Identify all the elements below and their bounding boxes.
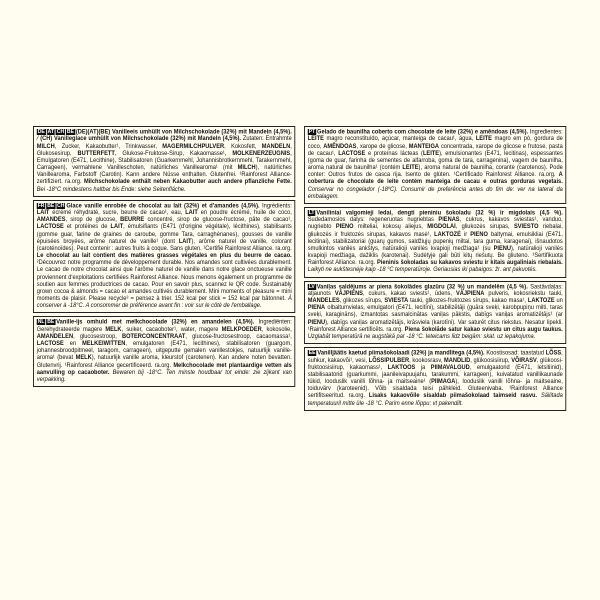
ingredient-text: , gliukozės sirupas, (455, 224, 514, 231)
ingredient-text: ²Découvrez notre programme de développement durable. Nos amandes sont cultivées durablement. Le cacao de notre chocolat ainsi que l'arôme naturel de vanille dans notre glace onctueuse vanille proviennent d'exploitations certifiées Rainforest Alliance. Nous menons également un programme de soutien aux femmes productrices de cacao. Pour en savoir plus, scannez le QR code. Sustainably grown cocoa & almonds = cacao et amandes cultivés durablement. Mini moments of pleasure = mini moments de plaisir. Please recycle³ = pensez à trier. 152 kcal per stick = 152 kcal par bâtonnet. (36, 260, 292, 303)
ingredients-panel-ee (304, 347, 567, 411)
ingredient-text: en (63, 341, 83, 348)
ingredient-text: concentré, sirop de glucose-fructose, pâte de cacao¹, (144, 217, 292, 224)
emphasized-text: MILCH (237, 165, 256, 172)
ingredient-text: Sastāvdaļas: atjaunots (307, 283, 563, 298)
emphasized-text: Glace vanille enrobée de chocolat au lait (32%) et d'amandes (4,5%). (66, 203, 260, 209)
ingredient-text: ), dabīgs vaniļas aromatizētājs, krāsviela (karotīni). Var saturēt citus riekstus. Nesatur lipekli. ¹Rainforest Alliance sertificēts. ra.org. (307, 319, 563, 333)
ingredient-text: olbaltumvielas, emulgatori (E471, lecitīni), stabilizētāji (guāra sveķi, karobpupiņu milti, taras sveķi, karagināns), izmantotas sasmalcinātas vaniļas pākstis, dabīgs vaniļas aromatizētājs¹ (ar (307, 305, 563, 319)
emphasized-text: LÕSS (545, 350, 561, 357)
emphasized-text: BOTERCONCENTRAAT (122, 333, 186, 340)
ingredient-text: magro em pó, gordura de coco, (307, 136, 563, 150)
emphasized-text: PIENA (307, 305, 325, 312)
ingredient-text: , emulgatoren (E471, lecithines), stabilisatoren (guargom, johannesbroodpitmeel, taragom, carrageen), uitgeputte gemalen vanillestokjes, natuurlijk vanille-aroma¹ (bevat (36, 341, 292, 362)
emphasized-text: (CH) Vanilleglace umhüllt von Milchschokolade (32%) mit Mandeln (4,5%). (40, 136, 242, 143)
storage-note-text: Säilitada temperatuuril mitte üle -18 °C. Parim enne lõppu: vt pakendilt. (307, 393, 563, 407)
ingredient-text: , glucosestroop, (73, 333, 123, 340)
ingredient-text: ), natuurlijk vanille aroma, kleurstof (carotenen). Kan andere noten bevatten. Glutenvrij. ¹Rainforest Alliance gecertificeerd. ra.org. (36, 355, 292, 369)
emphasized-text: MELK (105, 326, 122, 333)
left-column (33, 126, 297, 482)
ingredients-panel-lt (304, 207, 567, 278)
emphasized-text: PIENU (493, 245, 511, 252)
emphasized-text: LEITE (475, 136, 492, 143)
right-column (304, 126, 568, 482)
ingredient-text: ), natürliches Vanillearoma, Farbstoff (Carotin). Kann andere Nüsse enthalten. Glutenfrei. ¹Rainforest Alliance-zertifiziert. ra.org. (36, 165, 292, 186)
emphasized-text: Vanilljäätis kaetud piimašokolaadi (32%) ja mandlitega (4,5%). (316, 350, 485, 357)
emphasized-text: MANTEIGA (408, 143, 439, 150)
emphasized-text: Gelado de baunilha coberto com chocolate de leite (32%) e amêndoas (4,5%). (316, 129, 528, 136)
ingredient-text: , Zucker, Kakaobutter¹, Trinkwasser, (54, 143, 163, 150)
emphasized-text: Piena šokolāde satur kakao sviestu un citus augu taukus. (404, 326, 563, 333)
ingredient-text: , émulsifiants (E471 (d'origine végétale), lécithines), stabilisants (gomme guar, farine de graines de caroube, gomme Tara, carraghénanes), gousses de vanille épuisées broyées, arôme naturel de vanille¹ (dont (36, 224, 292, 245)
language-code-badge: CH (57, 202, 65, 209)
emphasized-text: SVIESTA (383, 298, 408, 305)
emphasized-text: BUTTERFETT (77, 150, 115, 157)
language-code-badge: AT (47, 129, 54, 135)
emphasized-text: (DE)(AT)(BE) Vanilleeis umhüllt von Milchschokolade (32%) mit Mandeln (4,5%). (75, 129, 292, 136)
emphasized-text: AMANDES (36, 217, 66, 224)
emphasized-text: Milchschokolade enthält neben Kakaobutter auch andere pflanzliche Fette. (83, 179, 292, 186)
ingredient-text: écrémé réhydraté, sucre, beurre de cacao¹, eau, (49, 210, 186, 217)
language-code-badge: EE (308, 350, 315, 357)
emphasized-text: LEITE (401, 165, 419, 172)
ingredient-text: , emulgaatorid (E471, letsitiinid), stabilisaatorid (guarkummi, jaanileivapuujahu, tarakummi, karrageen), kuivatatud vanillikaunade tükid, looduslik vanilli lõhna- ja maitseaine¹ ( (307, 364, 563, 386)
emphasized-text: VÕIRASV (510, 357, 537, 364)
emphasized-text: PIENU (307, 319, 325, 326)
ingredient-text: baltymai, emulsikliai (E471, lecitinai), stabilizatoriai (guarų gumos, saldžiųjų pupenių miltai, tara guma, karagenai), išnaudotos smulkintos vanilės ankštys, natūralioji vanilės kvapioji medžiaga¹ (su (307, 231, 563, 252)
language-code-badge: DE (37, 129, 45, 135)
ingredient-text: , glikozes sīrups, (339, 298, 384, 305)
emphasized-text: Melkchocolade met plantaardige vetten als aanvulling op cacaoboter. (36, 362, 292, 376)
emphasized-text: LAKTOZĖ (433, 231, 461, 238)
emphasized-text: AMÊNDOAS (322, 143, 356, 150)
ingredient-text: Sudedamosios dalys: regeneruotas nugriebtas (307, 217, 438, 224)
language-code-badge: PT (308, 129, 315, 135)
ingredient-text: , suiker, cacaoboter¹, water, magere (121, 326, 222, 333)
ingredients-panel-pt (304, 126, 567, 204)
emphasized-text: AMANDELEN (36, 333, 74, 340)
ingredients-panel-de (33, 126, 296, 197)
emphasized-text: LAIT (110, 224, 124, 231)
emphasized-text: LEITE (307, 136, 324, 143)
ingredient-text: Zutaten: Entrahmte (241, 136, 292, 143)
emphasized-text: LEITE (422, 150, 439, 157)
ingredient-text: ), natūralioji vanilės kvapioji medžiaga, dažiklis (karotenai). Sudėtyje gali būti kitų riešutų. Be gliuteno. ¹Sertifikuota Rainforest Alliance. ra.org. (307, 245, 563, 267)
ingredient-text: pulveris, kokosriekstu tauki, (483, 291, 563, 298)
ingredient-text: Koostisosad: taastatud (484, 350, 546, 357)
ingredient-text: , cukrus, kakavos sviestas¹, vanduo, nugriebto (307, 217, 563, 231)
emphasized-text: A cobertura de chocolate de leite contém manteiga de cacau e outras gorduras vegetais. (307, 172, 563, 186)
emphasized-text: VĀJPIENS (334, 291, 363, 298)
emphasized-text: MIGDOLAI (426, 224, 456, 231)
emphasized-text: PIENO (335, 224, 354, 231)
ingredient-text: un (554, 298, 563, 305)
emphasized-text: VĀJPIENA (455, 291, 484, 298)
storage-note-text: Uzglabāt temperatūrā ne augstākā par -18 °C. Ieteicams līdz beigām: skat. uz iepakojuma. (307, 333, 535, 340)
emphasized-text: PIENO (469, 231, 488, 238)
ingredient-text: , kookosrasv, (408, 357, 444, 364)
ingredient-text: ), looduslik vanilli lõhna- ja maitseaine, toiduvärv (karoteenid). Võib sisaldada teisi pähkleid. Gluteenivaba. ¹Rainforest Alliance sertifitseeritud. ra.org. (307, 379, 563, 400)
emphasized-text: MELK (75, 355, 92, 362)
ingredients-panel-lv (304, 281, 567, 345)
emphasized-text: LAIT (185, 210, 198, 217)
ingredient-text: en poudre écrémé, huile de coco, (197, 210, 292, 217)
language-code-badge: BE (47, 202, 55, 209)
ingredient-text: Ingredientes: (527, 129, 563, 136)
ingredient-text: , kokosolie, (261, 326, 292, 333)
emphasized-text: LACTOSE (36, 341, 64, 348)
storage-note-text: / (36, 136, 41, 143)
ingredient-text: , Glukose-Fruktose-Sirup, Kakaomasse¹, (114, 150, 233, 157)
storage-note-text: Laikyti ne aukštesnėje kaip -18 °C temperatūroje. Geriausias iki pabaigos: žr. ant pakuotės. (307, 267, 537, 274)
ingredient-text: , suhkur, kakaovõi¹, vesi, (307, 350, 563, 364)
emphasized-text: Pieninis šokoladas su kakavos sviestu ir kitais augaliniais riebalais. (376, 260, 563, 267)
emphasized-text: LAIT (178, 238, 192, 245)
language-code-badge: BE (47, 319, 55, 326)
ingredient-text: ), arôme naturel de vanille, colorant (caroténoïdes). Peut contenir : autres fruits à coque. Sans gluten. ¹Certifié Rainforest Alliance. ra.org. (36, 238, 292, 252)
ingredient-text: e proteínas lácteas ( (364, 150, 423, 157)
ingredient-text: , Kokosfett, (224, 143, 262, 150)
ingredient-text: Ingrédients: (259, 203, 292, 209)
emphasized-text: MILCH (36, 143, 55, 150)
ingredients-panel-fr (33, 200, 296, 314)
emphasized-text: BEURRE (120, 217, 145, 224)
language-code-badge: FR (37, 202, 45, 209)
emphasized-text: MELKEIWITTEN (82, 341, 126, 348)
emphasized-text: MAGERMILCHPULVER (162, 143, 225, 150)
emphasized-text: Vaniliniai valgomieji ledai, dengti pieniniu šokoladu (32 %) ir migdolais (4,5 %). (315, 210, 563, 217)
language-code-badge: LV (308, 283, 315, 290)
ingredient-label (33, 126, 567, 482)
ingredient-text: ), emulsionantes (E471, lecitinas), espessantes (goma de guar, farinha de sementes de alfarroba, goma de tara, carragenina), vagem de baunilha, aroma natural de baunilha¹ (contém (307, 150, 563, 172)
emphasized-text: PIENAS (437, 217, 460, 224)
emphasized-text: Vanille-ijs omhuld met melkchocolade (32%) en amandelen (4,5%). (56, 319, 255, 326)
emphasized-text: MANDELN (261, 143, 291, 150)
ingredient-text: , xarope de glicose, (355, 143, 409, 150)
ingredient-text: milteliai, kokosų aliejus, (353, 224, 427, 231)
ingredient-text: , glucose-fructosestroop, cacaomassa¹, (185, 333, 292, 340)
emphasized-text: PIIMAVALGUD (430, 364, 470, 371)
ingredient-text: ja (414, 364, 431, 371)
emphasized-text: LÕSSIPULBER (368, 357, 409, 364)
storage-note-text: Bewaren bij -18°C. Ten minste houdbaar tot einde: zie zijkant van verpakking. (36, 369, 292, 383)
ingredient-text: , glükoosisiirup, (469, 357, 511, 364)
storage-note-text: Conservar no congelador (-18ºC). Consumir de preferência antes do fim de: ver na lateral da embalagem. (307, 186, 563, 200)
ingredient-text: tauki, glikozes-fruktozes sīrups, kakao masa¹, (407, 298, 528, 305)
ingredient-text: , sirop de glucose, (65, 217, 121, 224)
ingredient-text: magro reconstituído, açúcar, manteiga de cacau¹, água, (323, 136, 476, 143)
storage-note-text: À conserver à -18°C. A consommer de préférence avant fin : voir sur le côté de l'emballage. (36, 296, 292, 310)
ingredients-panel-nl (33, 316, 296, 387)
emphasized-text: PIIMAGA (430, 379, 455, 386)
emphasized-text: MELKPOEDER (221, 326, 262, 333)
language-code-badge: NL (37, 319, 45, 326)
ingredient-text: ir (460, 231, 470, 238)
emphasized-text: LACTOSE (337, 150, 365, 157)
emphasized-text: LAKTOZE (527, 298, 555, 305)
language-code-badge: CH (56, 129, 65, 135)
ingredient-text: , cukurs, kakao sviests¹, ūdens, (362, 291, 456, 298)
ingredient-text: ), aroma natural de baunilha, corante (carotenos). Pode conter: Outros frutos de casca rija. Isento de glúten. ¹Certificado Rainforest Alliance. ra.org. (307, 165, 563, 179)
ingredient-text: , glükoosi-fruktoosisiirup, kakaomass¹, (307, 357, 563, 371)
emphasized-text: LAKTOOS (387, 364, 415, 371)
emphasized-text: MOLKENERZEUGNIS (232, 150, 291, 157)
emphasized-text: LACTOSE (36, 224, 64, 231)
emphasized-text: LAIT (36, 210, 50, 217)
ingredient-text: riebalai, gliukozės ir fruktozės sirupas, kakavos masė¹, (307, 224, 563, 238)
language-code-badge: LT (308, 209, 315, 216)
ingredient-text: , Glukosesirup, (36, 143, 292, 157)
ingredient-text: , Emulgatoren (E471, Lecithine), Stabilisatoren (Guarkernmehl, Johannisbrotkernmehl, Tarakernmehl, Carrageen), vermahlene Vanilleschoten, natürliches Vanillearoma¹ (mit (36, 150, 292, 172)
storage-note-text: Bei -18°C mindestens haltbar bis Ende: siehe Seitenfläche. (36, 186, 186, 193)
ingredient-text: Ingrediënten: Gerehydrateerde magere (36, 319, 292, 333)
emphasized-text: MANDLID (443, 357, 470, 364)
emphasized-text: MANDELES (307, 298, 340, 305)
emphasized-text: Lisaks kakaovõile sisaldab piimašokolaad taimseid rasvu. (368, 393, 537, 400)
emphasized-text: SVIESTO (513, 224, 539, 231)
language-code-badge: BE (66, 129, 74, 135)
emphasized-text: Le chocolat au lait contient des matières grasses végétales en plus du beurre de cacao. (36, 253, 292, 260)
ingredient-text: concentrada, xarope de glicose e frutose, pasta de cacau¹, (307, 143, 563, 157)
ingredient-text: et protéines de (63, 224, 111, 231)
emphasized-text: Vaniļas saldējums ar piena šokolādes glazūru (32 %) un mandelēm (4,5 %). (316, 283, 528, 290)
